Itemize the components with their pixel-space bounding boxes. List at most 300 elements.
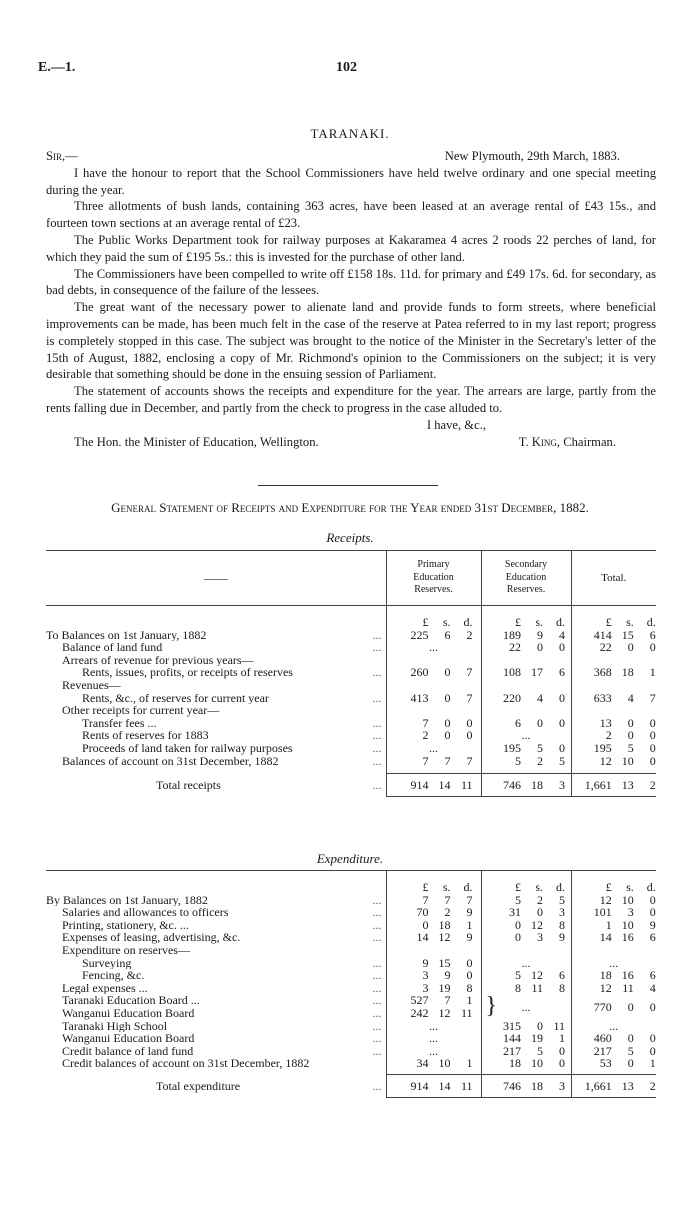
primary-amount-shillings: 12 [438,1005,451,1020]
statement-title: General Statement of Receipts and Expenditure for the Year ended 31st December, 1882. [111,500,589,515]
total-amount-pounds: 2 [605,728,612,743]
table-row [46,1057,656,1070]
total-cell [571,704,656,717]
total-row [46,774,656,797]
row-label [46,982,386,995]
secondary-amount-shillings: 3 [537,930,543,945]
primary-amount [387,1057,481,1070]
secondary-total-amount-pence: 3 [559,1078,565,1093]
secondary-cell [481,919,571,932]
primary-amount-pounds: 2 [422,728,429,743]
secondary-amount-pence: 0 [559,640,565,655]
total-cell [571,692,656,705]
table-row [46,931,656,944]
row-label [46,654,386,667]
row-label [46,755,386,768]
paragraph: Three allotments of bush lands, containing 363 acres, have been leased at an average rental of £43 15s., and fourteen town sections at an average rental of £23. [46,199,656,231]
secondary-cell [481,755,571,768]
table-row [46,944,656,957]
row-label [46,641,386,654]
addressee: The Hon. the Minister of Education, Wellington. [74,434,319,449]
primary-column-header-line: Primary [417,559,450,571]
total-label-text: Total receipts [156,777,221,792]
secondary-cell [481,666,571,679]
secondary-amount [482,666,571,679]
secondary-amount-shillings: 2 [537,892,543,907]
primary-total-amount-shillings: 14 [438,777,451,792]
paragraph: The Commissioners have been compelled to write off £158 18s. 11d. for primary and £49 17s. 6d. for secondary, as bad debts, in consequence of the failure of the lessees. [46,266,656,298]
secondary-amount-pence: 6 [559,665,565,680]
total-cell [571,641,656,654]
total-amount-pence: 6 [649,627,656,642]
secondary-cell [481,742,571,755]
primary-amount-pence: 0 [466,715,473,730]
table-row [46,994,656,1007]
primary-amount-shillings: 9 [444,968,451,983]
total-amount-shillings: 0 [627,999,634,1014]
header-rule-cell [571,606,656,617]
row-label-text: Rents of reserves for 1883 [82,729,209,742]
table-row [46,755,656,768]
secondary-amount-shillings: 2 [537,753,543,768]
total-amount-shillings: 16 [621,930,634,945]
primary-amount: ... [429,640,438,655]
leader-dots: ... [372,918,382,932]
row-label-text: Fencing, &c. [82,969,145,982]
row-label-text: Salaries and allowances to officers [62,906,229,919]
total-amount-pence: 0 [649,640,656,655]
primary-amount-shillings: 2 [444,905,451,920]
total-cell [571,654,656,667]
total-amount-pounds: 101 [593,905,612,920]
secondary-amount-pence: 0 [559,1056,565,1071]
row-label [46,931,386,944]
primary-amount-pence: 1 [466,1056,473,1071]
primary-amount-pence: 0 [466,728,473,743]
table-row [46,969,656,982]
secondary-amount-shillings: 17 [531,665,543,680]
primary-amount-pence: 7 [466,665,473,680]
primary-amount-pence: 7 [466,892,473,907]
table-row [46,692,656,705]
primary-cell [386,931,481,944]
secondary-amount-shillings: 4 [537,690,543,705]
secondary-amount-pence: 0 [559,1043,565,1058]
primary-total-amount-pence: 11 [460,777,473,792]
secondary-amount-pence: 0 [559,690,565,705]
row-label [46,729,386,742]
row-label-text: Expenses of leasing, advertising, &c. [62,931,241,944]
total-amount [572,906,657,919]
unit-spacer [46,616,386,629]
primary-amount-pence: 7 [466,753,473,768]
row-label-text: Wanganui Education Board [62,1006,195,1020]
primary-cell [386,1007,481,1020]
secondary-total-amount-shillings: 18 [531,1078,543,1093]
total-amount-pounds: 460 [593,1031,612,1046]
unit-labels-shillings: s. [442,880,451,894]
primary-amount [387,906,481,919]
primary-amount-pounds: 7 [422,892,429,907]
total-total-amount-pence: 2 [649,777,656,792]
unit-secondary [481,881,571,894]
secondary-amount-pence: 0 [559,740,565,755]
primary-amount-shillings: 19 [438,980,451,995]
secondary-amount-pounds: 217 [503,1043,521,1058]
closing: I have, &c., [426,417,486,432]
secondary-cell [481,1020,571,1033]
secondary-cell [481,729,571,742]
total-amount [572,629,657,642]
secondary-cell [481,994,571,1019]
unit-labels [572,881,657,894]
secondary-amount [482,1020,571,1033]
receipts-heading: Receipts. [326,530,374,545]
total-amount-pounds: 18 [599,968,612,983]
row-label-text: Other receipts for current year— [62,704,220,717]
header-rule-cell [46,871,386,882]
expenditure-table [46,870,656,1098]
primary-amount-pence: 9 [466,905,473,920]
page-number: 102 [336,60,357,75]
letter-body [46,148,656,450]
total-amount [572,755,657,768]
primary-column-header-line: Reserves. [414,584,453,596]
total-amount-pence: 0 [649,999,656,1014]
table-row [46,641,656,654]
primary-cell [386,969,481,982]
primary-amount: ... [429,1018,438,1033]
secondary-amount [482,755,571,768]
total-amount-pounds: 13 [599,715,612,730]
leader-dots: ... [372,1019,382,1033]
row-label [46,1020,386,1033]
primary-cell [386,704,481,717]
row-label [46,1045,386,1058]
signature-title: Chairman. [563,434,616,449]
secondary-total-amount-pounds: 746 [503,777,521,792]
secondary-amount-shillings: 12 [531,917,543,932]
secondary-amount-shillings: 0 [537,1018,543,1033]
primary-amount-shillings: 7 [444,892,451,907]
leader-dots: ... [372,1032,382,1045]
letter-signoff [46,434,656,451]
secondary-amount: ... [521,955,531,970]
total-amount-pence: 0 [649,753,656,768]
total-amount [572,1045,657,1058]
secondary-total-amount [482,1080,571,1093]
primary-cell [386,692,481,705]
total-amount-pence: 0 [649,740,656,755]
primary-total-amount [387,1080,481,1093]
unit-labels-shillings: s. [535,615,543,629]
leader-dots: ... [372,628,382,642]
leader-dots: ... [372,666,382,679]
total-amount-shillings: 0 [627,1031,634,1046]
secondary-amount-pounds: 31 [509,905,521,920]
table-row [46,679,656,692]
total-amount-pence: 0 [649,905,656,920]
secondary-cell [481,1057,571,1070]
secondary-amount-pence: 9 [559,930,565,945]
primary-amount-pounds: 225 [410,627,429,642]
total-amount-shillings: 0 [627,640,634,655]
primary-total-amount [387,779,481,792]
expenditure-heading: Expenditure. [316,851,384,866]
row-label-text: Credit balance of land fund [62,1044,194,1058]
total-amount-pounds: 1 [605,917,612,932]
table-row [46,1032,656,1045]
primary-amount-pence: 0 [466,955,473,970]
secondary-amount [482,1045,571,1058]
secondary-amount-shillings: 12 [531,968,543,983]
total-total-amount-pence: 2 [649,1078,656,1093]
secondary-cell [481,704,571,717]
total-cell [571,742,656,755]
primary-amount [387,969,481,982]
unit-labels-pounds: £ [422,615,429,629]
total-cell [571,1045,656,1058]
unit-labels-pounds: £ [515,615,521,629]
secondary-amount [482,919,571,932]
unit-total [571,881,656,894]
total-cell [571,982,656,995]
secondary-cell [481,906,571,919]
row-label [46,969,386,982]
primary-amount-pounds: 3 [422,968,429,983]
primary-amount-pounds: 3 [422,980,429,995]
primary-amount-pence: 7 [466,690,473,705]
total-amount-shillings: 10 [621,892,634,907]
secondary-cell [481,1045,571,1058]
secondary-amount: ... [521,728,531,743]
secondary-amount [482,931,571,944]
primary-amount-pounds: 0 [422,917,429,932]
primary-amount-pence: 1 [466,917,473,932]
total-amount-pounds: 14 [599,930,612,945]
total-amount-pence: 0 [649,1031,656,1046]
row-label-text: Wanganui Education Board [62,1032,195,1045]
secondary-cell [481,944,571,957]
secondary-amount-pounds: 0 [515,930,521,945]
primary-amount-pounds: 260 [410,665,429,680]
secondary-amount-pounds: 22 [509,640,521,655]
primary-amount-pence: 9 [466,930,473,945]
total-amount [572,1032,657,1045]
row-label-text: Proceeds of land taken for railway purposes [82,741,293,755]
primary-column-header [386,551,481,606]
paragraph: I have the honour to report that the School Commissioners have held twelve ordinary and one special meeting during the year. [46,165,656,197]
table-row [46,906,656,919]
secondary-amount-shillings: 9 [537,627,543,642]
row-label-text: Taranaki Education Board ... [62,994,200,1007]
primary-amount-pounds: 7 [422,753,429,768]
leader-dots: ... [372,893,382,907]
total-column-header: Total. [571,551,656,606]
primary-total-amount-pence: 11 [460,1078,473,1093]
total-amount-shillings: 10 [621,917,634,932]
primary-amount-shillings: 15 [438,955,451,970]
secondary-amount-shillings: 10 [531,1056,543,1071]
primary-cell [386,641,481,654]
row-label [46,906,386,919]
primary-amount-pounds: 242 [410,1005,429,1020]
secondary-amount-pence: 6 [559,968,565,983]
secondary-total-cell [481,1074,571,1097]
total-amount-pounds: 12 [599,892,612,907]
total-amount-pounds: 217 [593,1043,612,1058]
total-cell [571,957,656,970]
row-label [46,1032,386,1045]
total-cell [571,994,656,1019]
secondary-cell [481,894,571,907]
row-label-text: Surveying [82,956,132,970]
leader-dots: ... [372,981,382,995]
total-amount-pence: 7 [649,690,656,705]
total-cell [571,944,656,957]
secondary-cell [481,629,571,642]
primary-amount [387,1007,481,1020]
total-total-cell [571,774,656,797]
total-cell [571,931,656,944]
total-label [46,774,386,797]
total-amount-pence: 9 [649,917,656,932]
secondary-amount [482,629,571,642]
row-label [46,994,386,1007]
primary-amount-pounds: 34 [416,1056,429,1071]
total-total-amount-pounds: 1,661 [584,777,612,792]
unit-labels-shillings: s. [626,880,634,894]
secondary-amount-shillings: 11 [531,980,543,995]
total-cell [571,1032,656,1045]
primary-amount-shillings: 7 [444,993,451,1008]
row-label-text: Taranaki High School [62,1019,168,1033]
secondary-amount [482,894,571,907]
row-label [46,692,386,705]
total-amount-pounds: 368 [593,665,612,680]
total-amount [572,692,657,705]
page-header-left: E.—1. [38,60,76,75]
secondary-amount-pence: 1 [559,1031,565,1046]
primary-total-amount-shillings: 14 [438,1078,451,1093]
total-amount-pounds: 195 [593,740,612,755]
row-label [46,894,386,907]
total-amount [572,742,657,755]
total-cell [571,755,656,768]
secondary-amount-shillings: 0 [537,640,543,655]
secondary-amount [482,742,571,755]
total-amount-shillings: 16 [621,968,634,983]
leader-dots: ... [372,1006,382,1020]
total-cell [571,919,656,932]
secondary-amount-pounds: 315 [503,1018,521,1033]
header-rule-cell [571,871,656,882]
primary-amount-pence: 2 [466,627,473,642]
secondary-amount-pence: 3 [559,905,565,920]
primary-amount [387,692,481,705]
secondary-amount-pence: 5 [559,892,565,907]
salutation: Sir,— [46,149,78,163]
total-amount [572,982,657,995]
row-label-text: Balances of account on 31st December, 1882 [62,754,279,768]
total-amount-pounds: 12 [599,753,612,768]
primary-amount-shillings: 0 [444,728,451,743]
total-cell [571,1020,656,1033]
primary-amount [387,666,481,679]
primary-amount-pence: 11 [460,1005,473,1020]
unit-labels [387,881,481,894]
unit-labels-pounds: £ [605,880,612,894]
primary-amount-pounds: 9 [422,955,429,970]
secondary-cell [481,1032,571,1045]
secondary-cell [481,969,571,982]
secondary-cell [481,957,571,970]
total-amount [572,1001,657,1014]
primary-amount-pence: 0 [466,968,473,983]
header-rule-cell [46,606,386,617]
total-amount-pence: 6 [649,968,656,983]
secondary-amount [482,1032,571,1045]
row-label-text: Credit balances of account on 31st December, 1882 [62,1057,310,1070]
primary-amount: ... [429,740,438,755]
total-amount-pence: 0 [649,715,656,730]
primary-total-cell [386,774,481,797]
secondary-amount-pounds: 108 [503,665,521,680]
leader-dots: ... [372,1044,382,1058]
primary-amount-pounds: 14 [416,930,429,945]
row-label-text: Legal expenses ... [62,981,148,995]
secondary-amount-pence: 4 [559,627,565,642]
total-total-cell [571,1074,656,1097]
secondary-amount-pounds: 5 [515,892,521,907]
total-amount-pence: 1 [649,1056,656,1071]
secondary-amount-pounds: 144 [503,1031,521,1046]
total-amount-pounds: 770 [593,999,612,1014]
leader-dots: ... [372,754,382,768]
letter-title: TARANAKI. [310,126,390,141]
unit-total [571,616,656,629]
leader-dots: ... [372,1078,382,1093]
secondary-amount [482,641,571,654]
unit-row [46,881,656,894]
secondary-amount-pounds: 220 [503,690,521,705]
row-label [46,957,386,970]
secondary-amount-shillings: 0 [537,905,543,920]
total-amount-shillings: 0 [627,715,634,730]
unit-labels-pounds: £ [605,615,612,629]
secondary-amount-pounds: 189 [503,627,521,642]
row-label-text: Transfer fees ... [82,716,157,730]
secondary-amount-pence: 8 [559,917,565,932]
secondary-amount-pence: 0 [559,715,565,730]
signature-name: T. King, [518,434,561,449]
row-label-text: Expenditure on reserves— [62,943,190,957]
secondary-amount-pounds: 5 [515,968,521,983]
unit-labels [482,616,571,629]
secondary-amount-pounds: 18 [509,1056,521,1071]
secondary-amount-shillings: 5 [537,1043,543,1058]
secondary-amount [482,1057,571,1070]
total-amount-pence: 6 [649,930,656,945]
leader-dots: ... [372,777,382,792]
total-amount [572,894,657,907]
secondary-cell [481,679,571,692]
leader-dots: ... [372,716,382,730]
total-cell [571,906,656,919]
total-amount-pounds: 633 [593,690,612,705]
paragraph: The Public Works Department took for railway purposes at Kakaramea 4 acres 2 roods 22 perches of land, for which they paid the sum of £195 5s.: this is invested for the purchase of other land. [46,232,656,264]
row-label [46,629,386,642]
